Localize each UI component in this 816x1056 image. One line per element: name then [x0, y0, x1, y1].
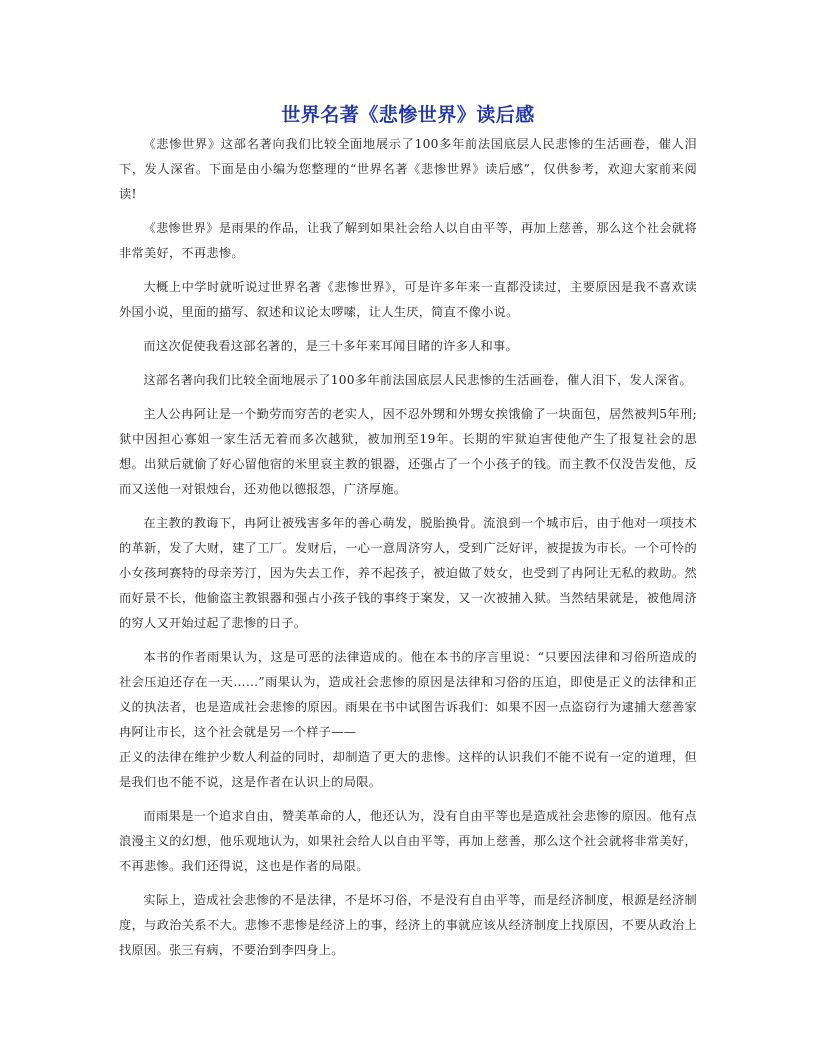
- paragraph: 《悲惨世界》这部名著向我们比较全面地展示了100多年前法国底层人民悲惨的生活画卷，催人泪下，发人深省。下面是由小编为您整理的“世界名著《悲惨世界》读后感”，仅供参考，欢迎大家前来阅读!: [119, 137, 697, 201]
- paragraph: 而这次促使我看这部名著的，是三十多年来耳闻目睹的许多人和事。: [143, 339, 519, 353]
- document-body: [119, 132, 697, 972]
- paragraph: 主人公冉阿让是一个勤劳而穷苦的老实人，因不忍外甥和外甥女挨饿偷了一块面包，居然被判5年刑;狱中因担心寡姐一家生活无着而多次越狱，被加刑至19年。长期的牢狱迫害使他产生了报复社会的思想。出狱后就偷了好心留他宿的米里哀主教的银器，还强占了一个小孩子的钱。而主教不仅没告发他，反而又送他一对银烛台，还劝他以德报怨，广济厚施。: [119, 407, 697, 496]
- paragraph: 大概上中学时就听说过世界名著《悲惨世界》，可是许多年来一直都没读过，主要原因是我不喜欢读外国小说，里面的描写、叙述和议论太啰嗦，让人生厌，简直不像小说。: [119, 280, 697, 319]
- paragraph: 这部名著向我们比较全面地展示了100多年前法国底层人民悲惨的生活画卷，催人泪下，发人深省。: [143, 373, 693, 387]
- paragraph: 在主教的教诲下，冉阿让被残害多年的善心萌发，脱胎换骨。流浪到一个城市后，由于他对一项技术的革新，发了大财，建了工厂。发财后，一心一意周济穷人，受到广泛好评，被提拔为市长。一个可怜的小女孩珂赛特的母亲芳汀，因为失去工作，养不起孩子，被迫做了妓女，也受到了冉阿让无私的救助。然而好景不长，他偷盗主教银器和强占小孩子钱的事终于案发，又一次被捕入狱。当然结果就是，被他周济的穷人又开始过起了悲惨的日子。: [119, 516, 697, 630]
- paragraph: 本书的作者雨果认为，这是可恶的法律造成的。他在本书的序言里说：“只要因法律和习俗所造成的社会压迫还存在一天……”雨果认为，造成社会悲惨的原因是法律和习俗的压迫，即使是正义的法律和正义的执法者，也是造成社会悲惨的原因。雨果在书中试图告诉我们：如果不因一点盗窃行为逮捕大慈善家冉阿让市长，这个社会就是另一个样子——: [119, 650, 697, 739]
- paragraph: 《悲惨世界》是雨果的作品，让我了解到如果社会给人以自由平等，再加上慈善，那么这个社会就将非常美好，不再悲惨。: [119, 221, 697, 260]
- paragraph: 实际上，造成社会悲惨的不是法律，不是坏习俗，不是没有自由平等，而是经济制度，根源是经济制度，与政治关系不大。悲惨不悲惨是经济上的事，经济上的事就应该从经济制度上找原因，不要从政治上找原因。张三有病，不要治到李四身上。: [119, 893, 697, 957]
- paragraph: 正义的法律在维护少数人利益的同时，却制造了更大的悲惨。这样的认识我们不能不说有一定的道理，但是我们也不能不说，这是作者在认识上的局限。: [119, 750, 697, 789]
- paragraph: 而雨果是一个追求自由，赞美革命的人，他还认为，没有自由平等也是造成社会悲惨的原因。他有点浪漫主义的幻想，他乐观地认为，如果社会给人以自由平等，再加上慈善，那么这个社会就将非常美好，不再悲惨。我们还得说，这也是作者的局限。: [119, 809, 697, 873]
- document-title: 世界名著《悲惨世界》读后感: [281, 104, 535, 126]
